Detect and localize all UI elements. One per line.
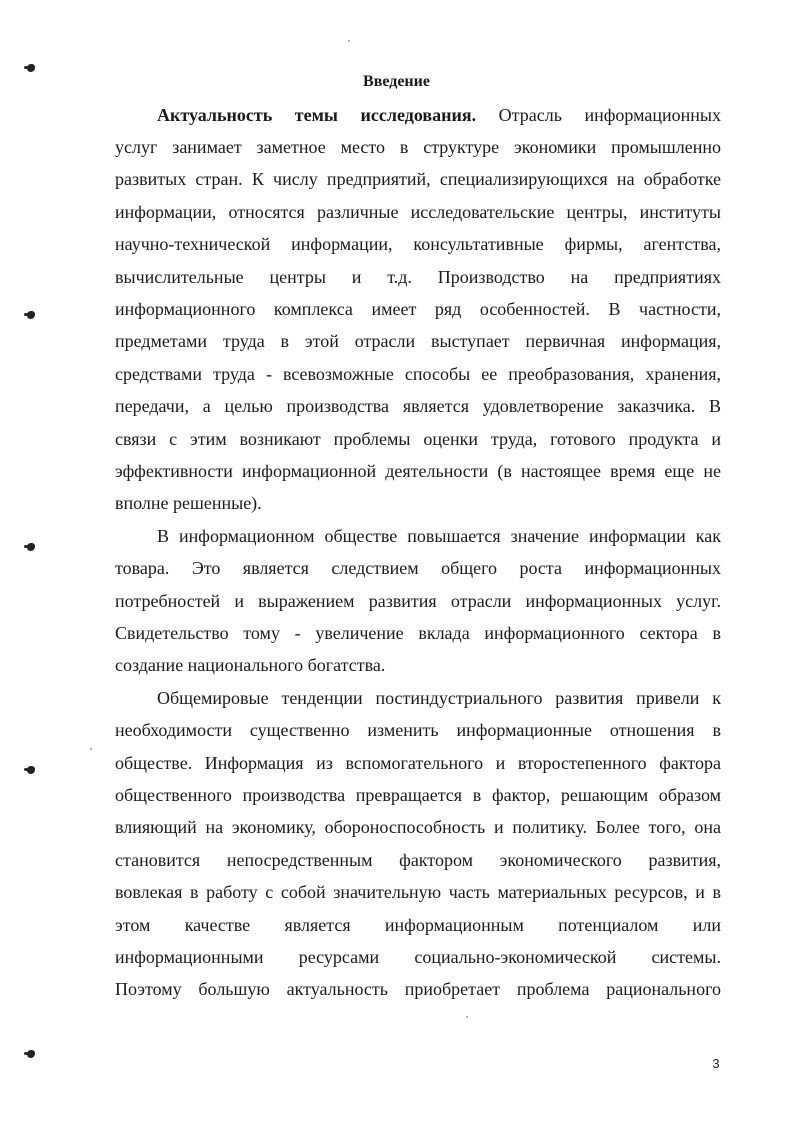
text-line: вполне решенные).	[115, 493, 262, 513]
binder-hole-mark	[27, 1050, 35, 1058]
text-line: услуг занимает заметное место в структуре экономики промышленно	[115, 137, 721, 157]
text-line: предметами труда в этой отрасли выступает первичная информация,	[115, 331, 721, 351]
text-line: общественного производства превращается в фактор, решающим образом	[115, 785, 721, 805]
text-line: создание национального богатства.	[115, 655, 386, 675]
text-line: вовлекая в работу с собой значительную часть материальных ресурсов, и в	[115, 882, 721, 902]
text-line: товара. Это является следствием общего роста информационных	[115, 558, 721, 578]
text-line: научно-технической информации, консультативные фирмы, агентства,	[115, 234, 721, 254]
text-line: Поэтому большую актуальность приобретает проблема рационального	[115, 979, 721, 999]
text-line: Общемировые тенденции постиндустриального развития привели к	[157, 688, 721, 708]
text-line: обществе. Информация из вспомогательного и второстепенного фактора	[115, 753, 721, 773]
text-line: потребностей и выражением развития отрасли информационных услуг.	[115, 591, 721, 611]
binder-hole-mark	[27, 543, 35, 551]
text-line-lead: Актуальность темы исследования.	[157, 105, 477, 125]
scan-speck	[348, 40, 350, 42]
text-line: этом качестве является информационным потенциалом или	[115, 915, 721, 935]
binder-hole-mark	[27, 766, 35, 774]
text-line: информационными ресурсами социально-экономической системы.	[115, 947, 721, 967]
text-line: развитых стран. К числу предприятий, специализирующихся на обработке	[115, 169, 721, 189]
text-line: вычислительные центры и т.д. Производство на предприятиях	[115, 267, 721, 287]
text-line-content: Отрасль информационных	[476, 105, 721, 125]
section-title: Введение	[363, 73, 430, 90]
text-line: Свидетельство тому - увеличение вклада информационного сектора в	[115, 623, 721, 643]
binder-hole-mark	[27, 311, 35, 319]
text-line: влияющий на экономику, обороноспособность и политику. Более того, она	[115, 817, 721, 837]
text-line: связи с этим возникают проблемы оценки труда, готового продукта и	[115, 429, 721, 449]
text-line: информационного комплекса имеет ряд особенностей. В частности,	[115, 299, 721, 319]
text-line: становится непосредственным фактором экономического развития,	[115, 850, 721, 870]
page-number: 3	[712, 1056, 720, 1071]
text-line: эффективности информационной деятельности (в настоящее время еще не	[115, 461, 721, 481]
text-line: информации, относятся различные исследовательские центры, институты	[115, 202, 721, 222]
scan-speck	[90, 748, 92, 750]
text-line: необходимости существенно изменить информационные отношения в	[115, 720, 721, 740]
text-line: передачи, а целью производства является удовлетворение заказчика. В	[115, 396, 721, 416]
text-line: средствами труда - всевозможные способы ее преобразования, хранения,	[115, 364, 721, 384]
text-line: В информационном обществе повышается значение информации как	[157, 526, 721, 546]
scan-speck	[466, 1016, 468, 1018]
text-line	[157, 102, 721, 128]
